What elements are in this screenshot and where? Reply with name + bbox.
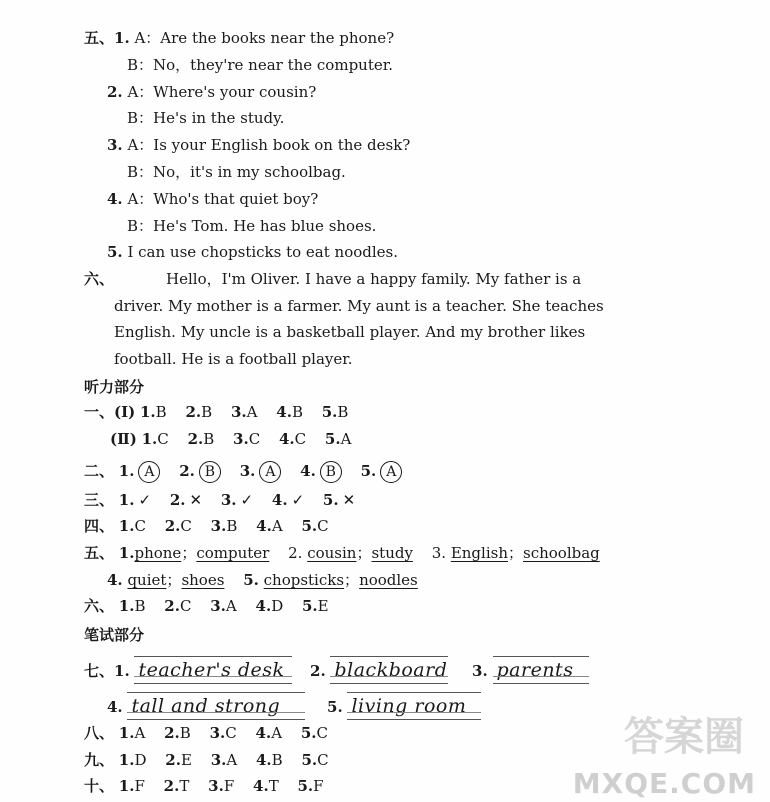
s5-item-4a: 4. A：Who's that quiet boy?: [107, 190, 319, 208]
s5-item-4b: B：He's Tom. He has blue shoes.: [127, 217, 377, 235]
s5-item-3a: 3. A：Is your English book on the desk?: [107, 136, 411, 154]
listening-q4: 四、 1.C 2.C 3.B 4.A 5.C: [84, 517, 329, 535]
s5-item-5: 5. I can use chopsticks to eat noodles.: [107, 243, 399, 261]
watermark-title: 答案圈: [624, 714, 744, 760]
s5-item-2b: B：He's in the study.: [127, 109, 285, 127]
s5-item-1b: B：No，they're near the computer.: [127, 56, 394, 74]
handwritten-answer: tall and strong: [127, 692, 305, 720]
s6-line-1: 六、 Hello，I'm Oliver. I have a happy family. My father is a: [84, 270, 582, 288]
s5-item-1a: 五、1. A：Are the books near the phone?: [84, 29, 395, 47]
s5-item-2a: 2. A：Where's your cousin?: [107, 83, 317, 101]
s6-line-3: English. My uncle is a basketball player. And my brother likes: [114, 323, 586, 341]
handwritten-answer: living room: [347, 692, 481, 720]
s5-item-3b: B：No，it's in my schoolbag.: [127, 163, 346, 181]
listening-q5-line1: 五、 1.phone；computer 2. cousin；study 3. English；schoolbag: [84, 544, 600, 562]
listening-q3: 三、 1. ✓ 2. ✕ 3. ✓ 4. ✓ 5. ✕: [84, 491, 356, 509]
handwritten-answer: teacher's desk: [134, 656, 292, 684]
listening-q6: 六、 1.B 2.C 3.A 4.D 5.E: [84, 597, 329, 615]
circled-answer: A: [138, 461, 160, 483]
listening-q1a: 一、(Ⅰ) 1.B 2.B 3.A 4.B 5.B: [84, 403, 349, 421]
writing-q10: 十、 1.F 2.T 3.F 4.T 5.F: [84, 777, 324, 795]
circled-answer: A: [380, 461, 402, 483]
circled-answer: B: [199, 461, 221, 483]
s6-line-2: driver. My mother is a farmer. My aunt is a teacher. She teaches: [114, 297, 604, 315]
writing-title: 笔试部分: [84, 626, 145, 644]
circled-answer: A: [259, 461, 281, 483]
check-mark-icon: ✓: [291, 491, 305, 509]
s6-line-4: football. He is a football player.: [114, 350, 353, 368]
watermark-url: MXQE.COM: [572, 767, 756, 800]
listening-q1b: (Ⅱ) 1.C 2.B 3.C 4.C 5.A: [110, 430, 352, 448]
writing-q9: 九、 1.D 2.E 3.A 4.B 5.C: [84, 751, 329, 769]
writing-q7-line2: 4. tall and strong 5. living room: [107, 692, 481, 720]
cross-mark-icon: ✕: [189, 491, 203, 509]
listening-q2: 二、 1. A 2. B 3. A 4. B 5. A: [84, 461, 402, 483]
handwritten-answer: blackboard: [330, 656, 448, 684]
check-mark-icon: ✓: [138, 491, 152, 509]
cross-mark-icon: ✕: [342, 491, 356, 509]
check-mark-icon: ✓: [240, 491, 254, 509]
writing-q7-line1: 七、1. teacher's desk 2. blackboard 3. parents: [84, 656, 589, 684]
listening-q5-line2: 4. quiet；shoes 5. chopsticks；noodles: [107, 571, 418, 589]
listening-title: 听力部分: [84, 378, 145, 396]
writing-q8: 八、 1.A 2.B 3.C 4.A 5.C: [84, 724, 328, 742]
handwritten-answer: parents: [493, 656, 589, 684]
circled-answer: B: [320, 461, 342, 483]
watermark-logo: [564, 706, 764, 802]
